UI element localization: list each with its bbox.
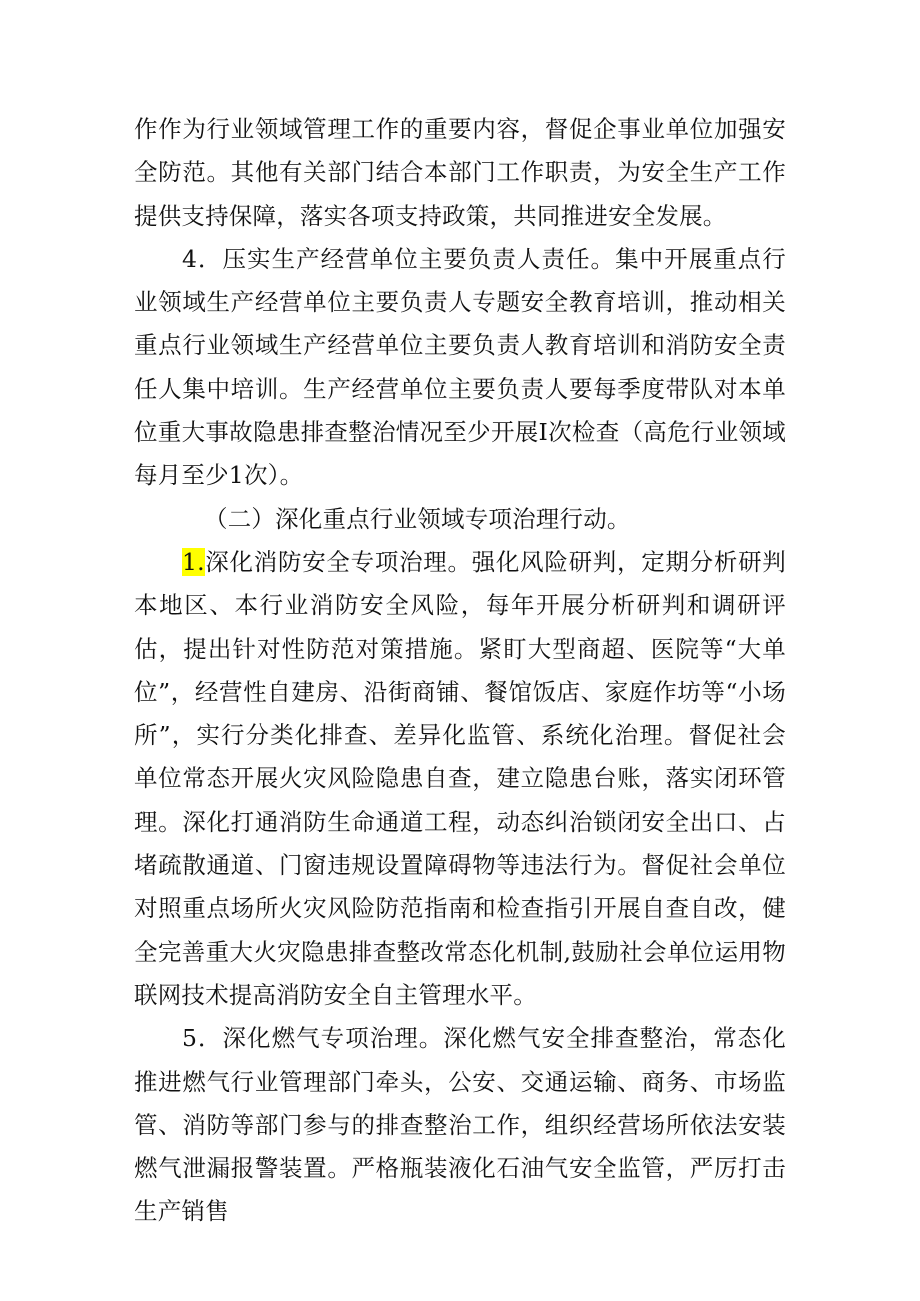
- paragraph-item-5: 5．深化燃气专项治理。深化燃气安全排查整治，常态化推进燃气行业管理部门牵头，公安、交通运输、商务、市场监管、消防等部门参与的排查整治工作，组织经营场所依法安装燃气泄漏报警装置。严格瓶装液化石油气安全监管，严厉打击生产销售: [134, 1024, 786, 1226]
- highlighted-number: 1.: [182, 547, 205, 576]
- paragraph-item-1-text: 深化消防安全专项治理。强化风险研判，定期分析研判本地区、本行业消防安全风险，每年开展分析研判和调研评估，提出针对性防范对策措施。紧盯大型商超、医院等“大单位”，经营性自建房、沿街商铺、餐馆饭店、家庭作坊等“小场所”，实行分类化排查、差异化监管、系统化治理。督促社会单位常态开展火灾风险隐患自查，建立隐患台账，落实闭环管理。深化打通消防生命通道工程，动态纠治锁闭安全出口、占堵疏散通道、门窗违规设置障碍物等违法行为。督促社会单位对照重点场所火灾风险防范指南和检查指引开展自查自改，健全完善重大火灾隐患排查整改常态化机制,鼓励社会单位运用物联网技术提高消防安全自主管理水平。: [134, 547, 786, 1009]
- paragraph-continued: 作作为行业领域管理工作的重要内容，督促企事业单位加强安全防范。其他有关部门结合本部门工作职责，为安全生产工作提供支持保障，落实各项支持政策，共同推进安全发展。: [134, 115, 786, 230]
- document-page: [134, 108, 786, 1234]
- paragraph-item-1: [134, 541, 786, 1017]
- section-heading-2: （二）深化重点行业领域专项治理行动。: [204, 504, 631, 533]
- paragraph-item-4: 4．压实生产经营单位主要负责人责任。集中开展重点行业领域生产经营单位主要负责人专题安全教育培训，推动相关重点行业领域生产经营单位主要负责人教育培训和消防安全责任人集中培训。生产经营单位主要负责人要每季度带队对本单位重大事故隐患排查整治情况至少开展I次检查（高危行业领域每月至少1次）。: [134, 244, 786, 490]
